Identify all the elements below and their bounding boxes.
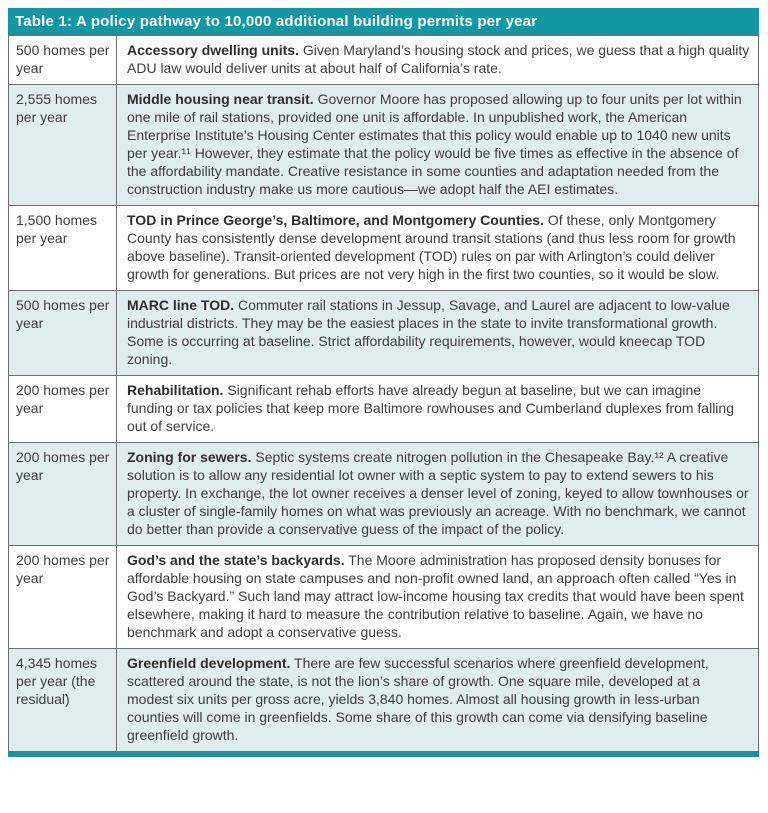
policy-name: Middle housing near transit.	[127, 91, 314, 107]
table-row	[9, 85, 759, 206]
homes-per-year-cell: 500 homes per year	[9, 291, 117, 376]
policy-description-cell	[117, 85, 759, 206]
homes-per-year-cell: 4,345 homes per year (the residual)	[9, 649, 117, 752]
policy-description-text: Given Maryland’s housing stock and prices, we guess that a high quality ADU law would deliver units at about half of California’s rate.	[127, 42, 750, 76]
table-row	[9, 546, 759, 649]
policy-description-text: Septic systems create nitrogen pollution in the Chesapeake Bay.¹² A creative solution is to allow any residential lot owner with a septic system to pay to extend sewers to his property. In exchange, the lot owner receives a denser level of zoning, keyed to allow townhouses or a cluster of single-family homes on what was previously an acreage. With no benchmark, we cannot do better than provide a conservative guess of the impact of the policy.	[127, 449, 749, 537]
homes-per-year-cell: 200 homes per year	[9, 443, 117, 546]
policy-name: God’s and the state’s backyards.	[127, 552, 345, 568]
policy-table-container	[8, 8, 759, 757]
policy-description-text: The Moore administration has proposed density bonuses for affordable housing on state campuses and non-profit owned land, an approach often called “Yes in God’s Backyard.” Such land may attract low-income housing tax credits that would have been spent elsewhere, making it hard to measure the contribution relative to baseline. Again, we have no benchmark and adopt a conservative guess.	[127, 552, 744, 640]
policy-name: Greenfield development.	[127, 655, 291, 671]
policy-description-cell	[117, 376, 759, 443]
homes-per-year-cell: 500 homes per year	[9, 36, 117, 85]
policy-description-text: Significant rehab efforts have already begun at baseline, but we can imagine funding or tax policies that keep more Baltimore rowhouses and Cumberland duplexes from falling out of service.	[127, 382, 734, 434]
table-row	[9, 443, 759, 546]
policy-table-body	[9, 36, 759, 752]
table-row	[9, 291, 759, 376]
policy-description-text: Commuter rail stations in Jessup, Savage, and Laurel are adjacent to low-value industrial districts. They may be the easiest places in the state to invite transformational growth. Some is occurring at baseline. Strict affordability requirements, however, would kneecap TOD zoning.	[127, 297, 730, 367]
policy-name: Accessory dwelling units.	[127, 42, 299, 58]
policy-name: MARC line TOD.	[127, 297, 235, 313]
policy-name: Rehabilitation.	[127, 382, 224, 398]
policy-description-cell	[117, 206, 759, 291]
policy-description-cell	[117, 36, 759, 85]
policy-name: Zoning for sewers.	[127, 449, 252, 465]
policy-description-text: Governor Moore has proposed allowing up to four units per lot within one mile of rail stations, provided one unit is affordable. In unpublished work, the American Enterprise Institute’s Housing Center estimates that this policy would enable up to 1040 new units per year.¹¹ However, they estimate that the policy would be five times as effective in the absence of the affordability mandate. Creative resistance in some counties and adaptation needed from the construction industry make us more cautious—we adopt half the AEI estimates.	[127, 91, 742, 197]
policy-name: TOD in Prince George’s, Baltimore, and Montgomery Counties.	[127, 212, 544, 228]
accent-bar	[8, 752, 759, 757]
policy-table	[8, 35, 759, 752]
table-row	[9, 206, 759, 291]
policy-description-cell	[117, 546, 759, 649]
homes-per-year-cell: 2,555 homes per year	[9, 85, 117, 206]
policy-description-cell	[117, 443, 759, 546]
table-row	[9, 649, 759, 752]
policy-description-cell	[117, 291, 759, 376]
homes-per-year-cell: 200 homes per year	[9, 376, 117, 443]
policy-description-cell	[117, 649, 759, 752]
policy-description-text: Of these, only Montgomery County has consistently dense development around transit stations (and thus less room for growth above baseline). Transit-oriented development (TOD) rules on par with Arlington’s could deliver growth for generations. But prices are not very high in the first two counties, so it would be slow.	[127, 212, 736, 282]
table-title: Table 1: A policy pathway to 10,000 additional building permits per year	[8, 8, 759, 35]
table-row	[9, 376, 759, 443]
homes-per-year-cell: 200 homes per year	[9, 546, 117, 649]
policy-description-text: There are few successful scenarios where greenfield development, scattered around the state, is not the lion’s share of growth. One square mile, developed at a modest six units per gross acre, yields 3,840 homes. Almost all housing growth in less-urban counties will come in greenfields. Some share of this growth can come via densifying baseline greenfield growth.	[127, 655, 709, 743]
homes-per-year-cell: 1,500 homes per year	[9, 206, 117, 291]
table-row	[9, 36, 759, 85]
